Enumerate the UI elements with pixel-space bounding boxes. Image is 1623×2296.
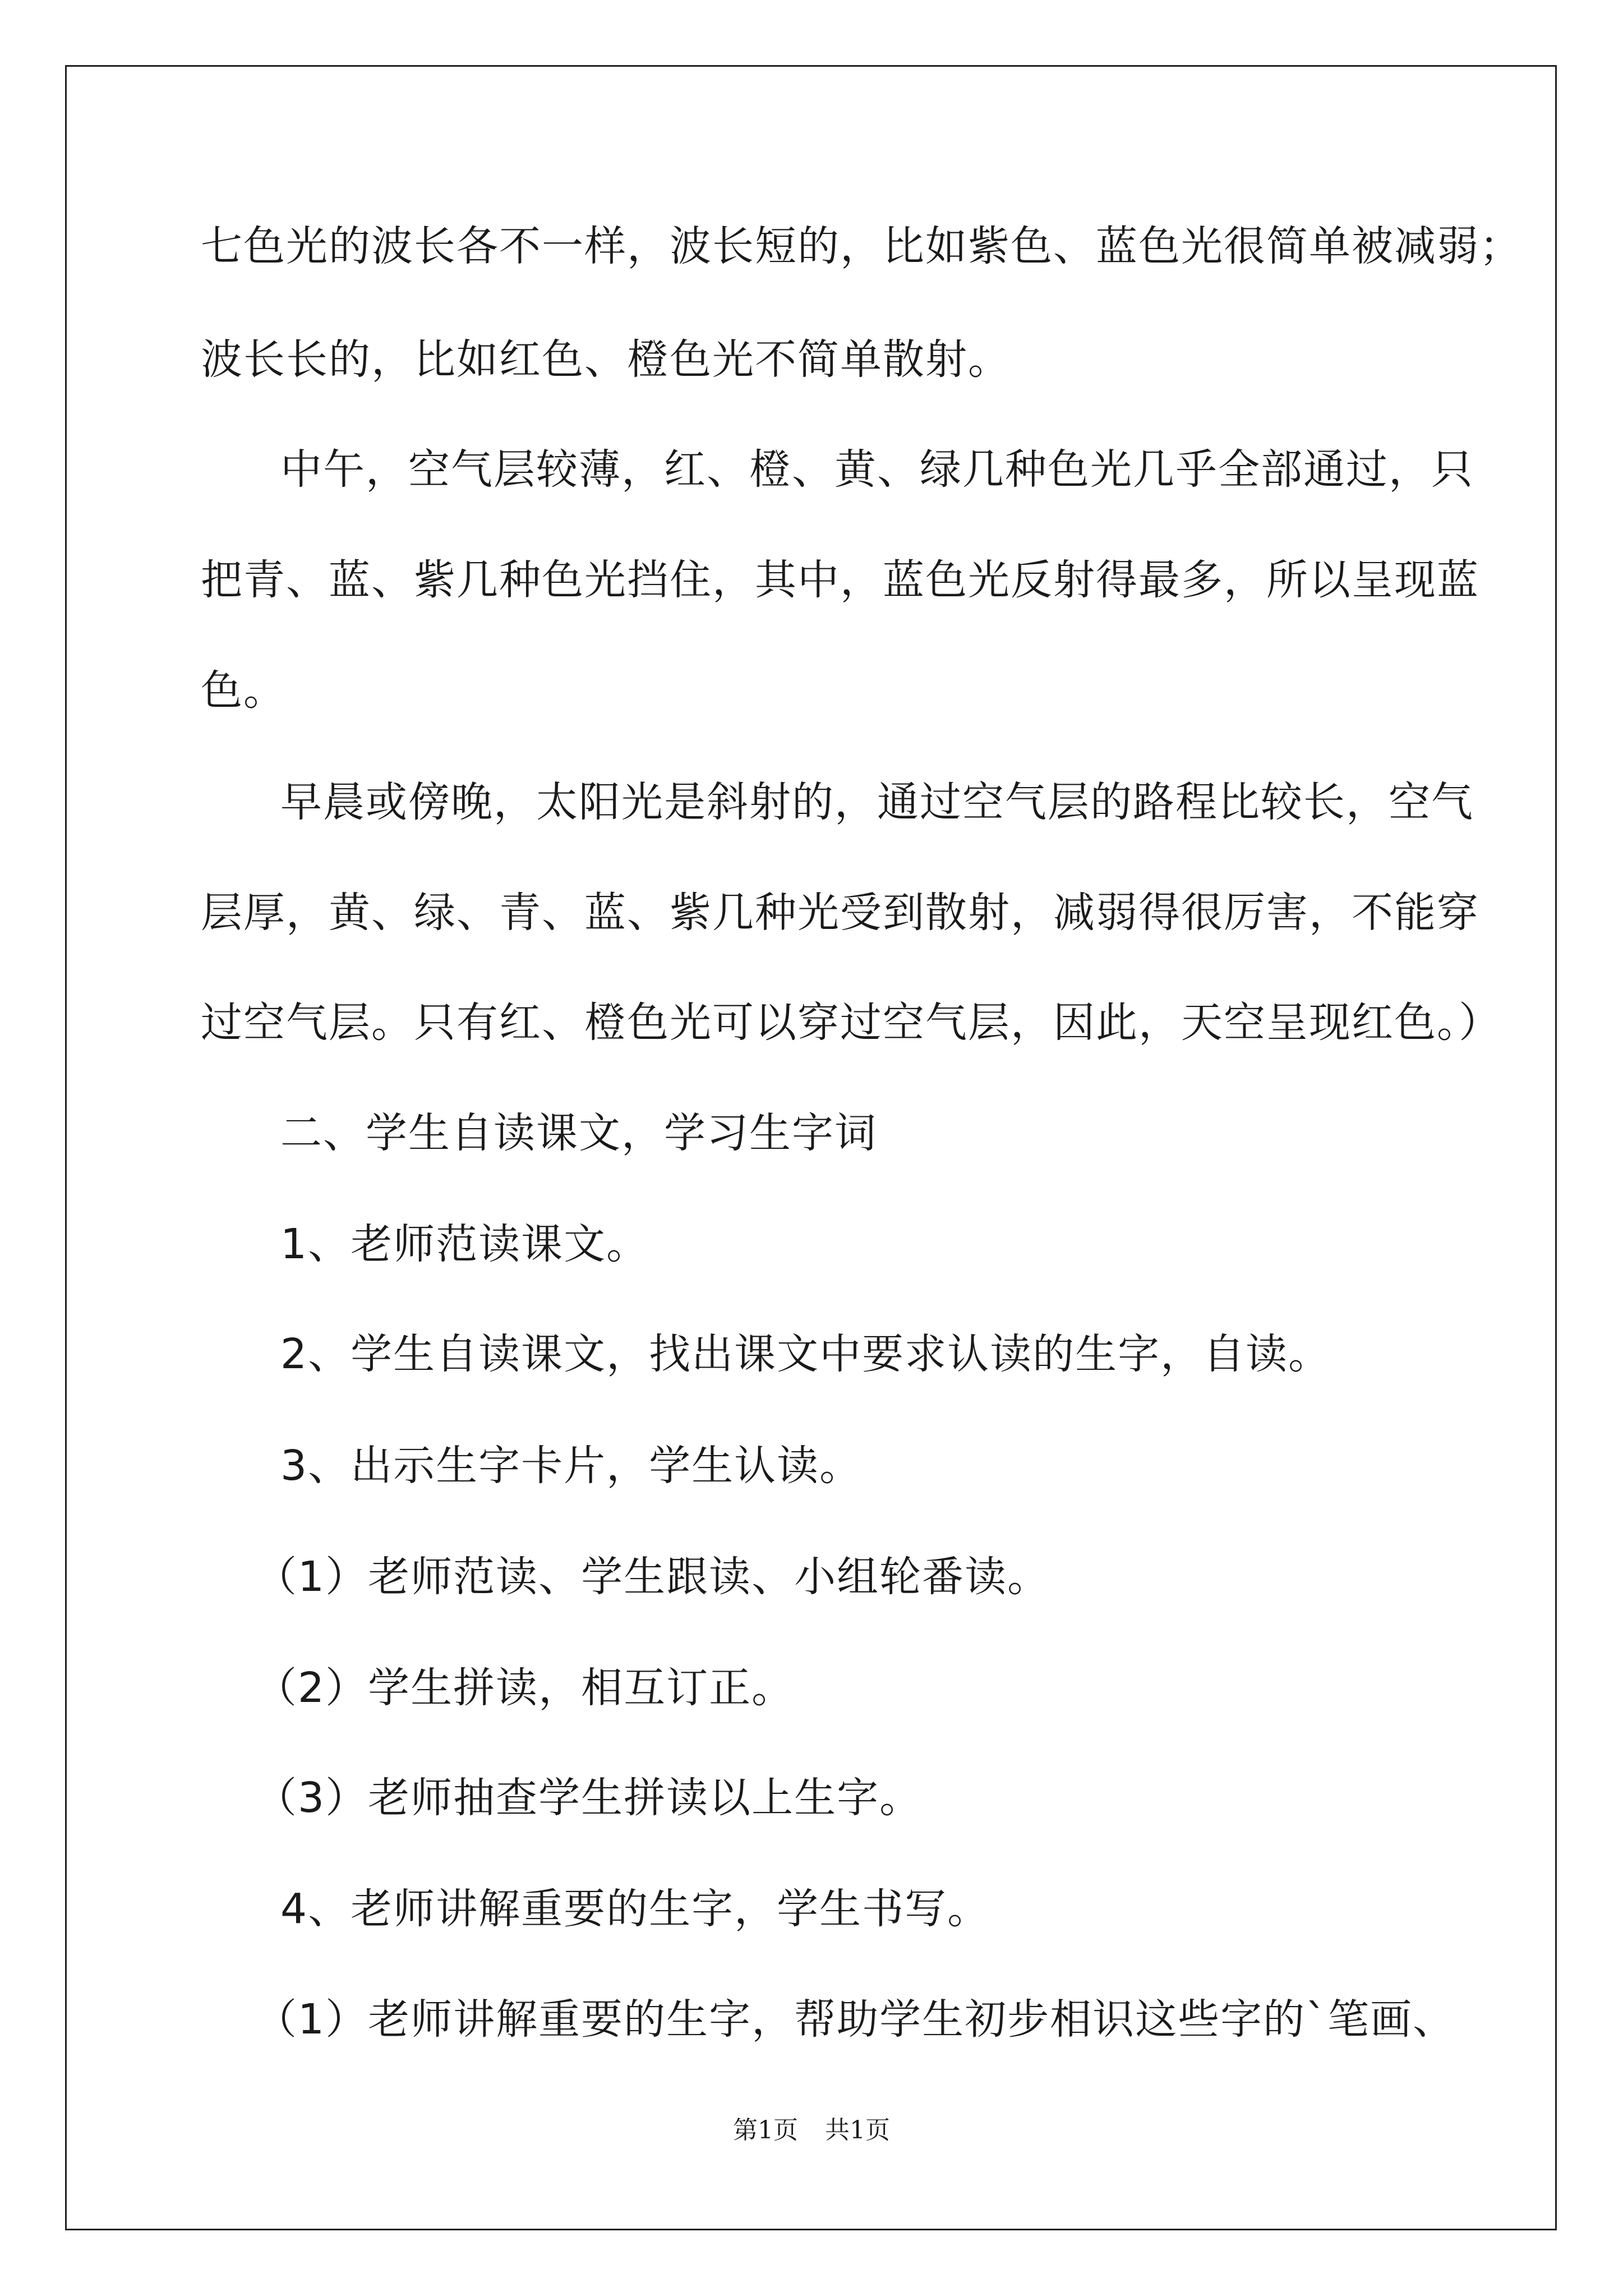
list-item: 2、学生自读课文，找出课文中要求认读的生字，自读。 — [280, 1330, 1331, 1378]
text-line: 色。 — [201, 666, 286, 715]
sub-list-item: （3）老师抽查学生拼读以上生字。 — [255, 1774, 923, 1822]
sub-list-item: （1）老师讲解重要的生字，帮助学生初步相识这些字的`笔画、 — [255, 1995, 1456, 2044]
text-line: 中午，空气层较薄，红、橙、黄、绿几种色光几乎全部通过，只 — [280, 445, 1474, 494]
text-line: 早晨或傍晚，太阳光是斜射的，通过空气层的路程比较长，空气 — [280, 778, 1474, 826]
sub-list-item: （2）学生拼读，相互订正。 — [255, 1664, 795, 1712]
text-line: 七色光的波长各不一样，波长短的，比如紫色、蓝色光很简单被减弱； — [201, 222, 1522, 270]
text-line: 层厚，黄、绿、青、蓝、紫几种光受到散射，减弱得很厉害，不能穿 — [201, 889, 1479, 937]
list-item: 3、出示生字卡片，学生认读。 — [280, 1442, 863, 1490]
list-item: 1、老师范读课文。 — [280, 1220, 649, 1268]
sub-list-item: （1）老师范读、学生跟读、小组轮番读。 — [255, 1553, 1050, 1601]
text-line: 波长长的，比如红色、橙色光不简单散射。 — [201, 335, 1011, 384]
text-line: 过空气层。只有红、橙色光可以穿过空气层，因此，天空呈现红色。） — [201, 999, 1501, 1047]
page-total: 共1页 — [825, 2116, 890, 2145]
page-footer — [0, 2118, 1623, 2143]
section-heading: 二、学生自读课文，学习生字词 — [280, 1109, 877, 1157]
text-line: 把青、蓝、紫几种色光挡住，其中，蓝色光反射得最多，所以呈现蓝 — [201, 556, 1479, 604]
page-number: 第1页 — [733, 2116, 798, 2145]
list-item: 4、老师讲解重要的生字，学生书写。 — [280, 1885, 990, 1933]
